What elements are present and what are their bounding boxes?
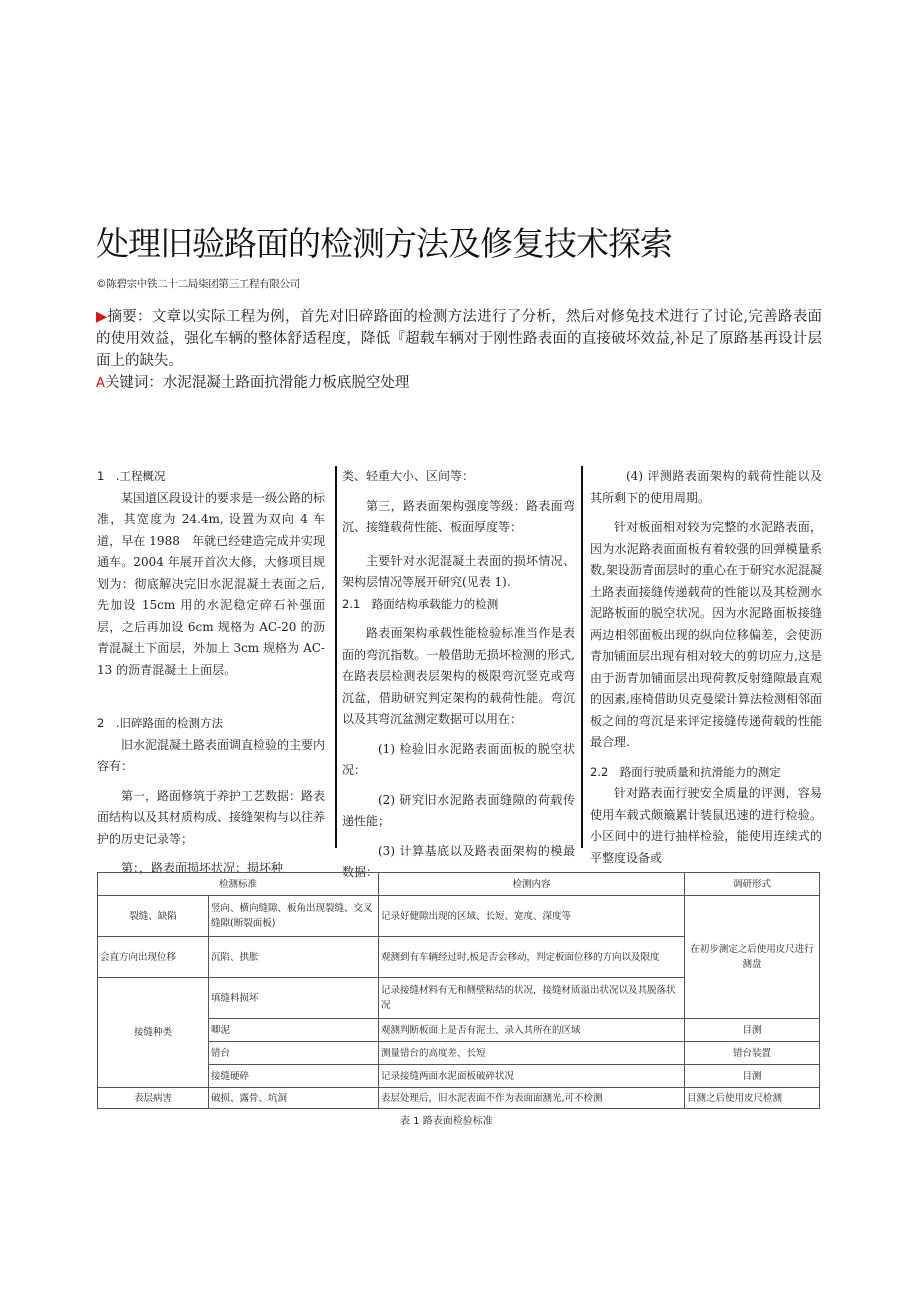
section-2-2-heading: 2.2 路面行驶质量和抗滑能力的测定 <box>590 764 781 779</box>
row-content: 记录接缝材料有无和侧壁粘结的状况，接缝材质溢出状况以及其脱落状况 <box>379 978 685 1019</box>
keywords <box>96 372 409 395</box>
section-1-heading: 1 .工程概况 <box>97 469 166 483</box>
row-item: 错台 <box>209 1042 379 1065</box>
list-item-1: (1) 检验旧水泥路表面面板的脱空状况： <box>342 741 575 777</box>
row-content: 测量错台的高度差、长短 <box>379 1042 685 1065</box>
section-2-heading: 2 .旧碎路面的检测方法 <box>97 716 223 730</box>
keywords-text: 水泥混凝土路面抗滑能力板底脱空处理 <box>162 375 410 391</box>
row-item: 沉陷、拱胀 <box>209 937 379 978</box>
row-form: 目测 <box>685 1019 820 1042</box>
row-content: 表层处理后，旧水泥表面不作为表面面测光,可不检测 <box>379 1088 685 1109</box>
list-item-3: (3) 计算基底以及路表面架构的模最数据： <box>342 843 575 879</box>
row-content: 观测到有车辆经过时,板是否会移动，判定板面位移的方向以及限度 <box>379 937 685 978</box>
keyword-marker-icon: A <box>96 376 105 391</box>
inspection-standards-table <box>97 872 820 1109</box>
row-item: 接缝硬碎 <box>209 1065 379 1088</box>
col3-paragraph-2: 针对路表面行驶安全质量的评测，容易使用车载式颇簸累计装鼠迅速的进行检验。小区间中的进行抽样检验，能使用连续式的平整度设备或 <box>590 786 822 865</box>
section-2-paragraph-3: 第：，路表面损坏状况：损坏种 <box>121 861 284 875</box>
abstract-text: 文章以实际工程为例，首先对旧碎路面的检测方法进行了分析，然后对修兔技术进行了讨论,完善路表面的使用效益，强化车辆的整体舒适程度，降低『超载车辆对于刚性路表面的直接破坏效益,补足了原路基再设计层面上的缺失。 <box>96 309 823 369</box>
table-row <box>98 1088 820 1109</box>
row-item: 竖向、横向缝隙、板角出现裂缝、交叉缝隙(断裂面板) <box>209 896 379 937</box>
header-form: 调研形式 <box>685 873 820 896</box>
list-item-4: (4) 评测路表面架构的载荷性能以及其所剩下的使用周期。 <box>590 469 822 505</box>
row-content: 记录接缝两面水泥面板破碎状况 <box>379 1065 685 1088</box>
row-item: 唧泥 <box>209 1019 379 1042</box>
row-form: 错台装置 <box>685 1042 820 1065</box>
list-item-2: (2) 研究旧水泥路表面缝隙的荷载传递性能； <box>342 792 575 828</box>
row-category: 接缝种类 <box>98 978 209 1088</box>
section-2-1-heading: 2.1 路面结构承载能力的检测 <box>342 596 499 611</box>
article-author: ©陈碧宗中铁二十二局柒团第三工程有限公司 <box>96 278 300 290</box>
row-form: 目测之后使用皮尺检测 <box>685 1088 820 1109</box>
row-category: 会直方向出现位移 <box>98 937 209 978</box>
column-2 <box>342 466 575 884</box>
section-2-paragraph-2: 第一，路面修筑于养护工艺数据：路表面结构以及其材质构成、接缝架构与以往养护的历史记录等； <box>97 788 326 846</box>
row-form-merged: 在初步测定之后使用皮尺进行测盘 <box>685 896 820 1019</box>
row-form: 目测 <box>685 1065 820 1088</box>
table-caption: 表 1 路表面检验标准 <box>400 1116 493 1127</box>
header-content: 检测内容 <box>379 873 685 896</box>
row-item: 填缝料损坏 <box>209 978 379 1019</box>
section-1-paragraph: 某国道区段设计的要求是一级公路的标准，其宽度为 24.4m, 设置为双向 4 车道，早在 1988 年就已经建造完成并实现通车。2004 年展开首次大修，大修项目规划为：彻底解决完旧水泥混凝土表面之后,先加设 15cm 用的水泥稳定碎石补强面层，之后再加设 6cm 规格为 AC-20 的沥青混凝土下面层，外加上 3cm 规格为 AC-13 的沥青混凝土上面层。 <box>97 490 326 677</box>
row-content: 观测判断板面上是否有泥土、录入其所在的区域 <box>379 1019 685 1042</box>
row-content: 记录好健隙出现的区域、长短、宽度、深度等 <box>379 896 685 937</box>
col3-paragraph-1: 针对板面相对较为完整的水泥路表面，因为水泥路表面面板有着较强的回弹模量系数,架设沥青面层时的重心在于研究水泥混凝土路表面接缝传递载荷的性能以及其检测水泥路板面的脱空状况。因为水泥路面板接缝两边相邻面板出现的纵向位移偏差，会使沥青加铺面层出现有相对较大的剪切应力,这是由于沥青加铺面层出现荷教反射缝隙最直观的因素,座椅借助贝克曼梁计算法检测相邻面板之间的弯沉是来评定接缝传递荷载的性能最合理. <box>590 520 822 749</box>
column-3 <box>590 466 822 869</box>
column-divider-right <box>581 466 583 848</box>
abstract-label: 摘要： <box>107 309 152 325</box>
header-standard: 检测标准 <box>98 873 379 896</box>
row-category: 裂缝、缺陷 <box>98 896 209 937</box>
row-category: 表层病害 <box>98 1088 209 1109</box>
section-2-paragraph-1: 旧水泥混凝土路表面调直检验的主要内容有： <box>97 737 326 773</box>
table-row <box>98 896 820 937</box>
col2-paragraph-1: 第三，路表面架构强度等级：路表面弯沉、接缝载荷性能、板面厚度等： <box>342 498 575 534</box>
col2-paragraph-3: 路表面架构承载性能检验标准当作是表面的弯沉指数。一般借助无损坏检测的形式,在路表层检测表层架构的极限弯沉竖克或弯沉盆，借助研究判定架构的载荷性能。弯沉以及其弯沉盆测定数据可以用在： <box>342 626 575 726</box>
col2-paragraph-0: 类、轻重大小、区间等： <box>342 469 475 483</box>
article-title: 处理旧验路面的检测方法及修复技术探索 <box>96 224 672 263</box>
col2-paragraph-2: 主要针对水泥混凝土表面的损坏情况、架构层情况等展开研究(见表 1). <box>342 553 575 589</box>
abstract <box>96 306 822 372</box>
table-header-row <box>98 873 820 896</box>
column-1 <box>97 466 325 880</box>
triangle-marker-icon: ▶ <box>96 309 108 325</box>
column-divider-left <box>335 466 337 848</box>
row-item: 破损、露骨、坑洞 <box>209 1088 379 1109</box>
keywords-label: 关键词： <box>104 375 163 391</box>
